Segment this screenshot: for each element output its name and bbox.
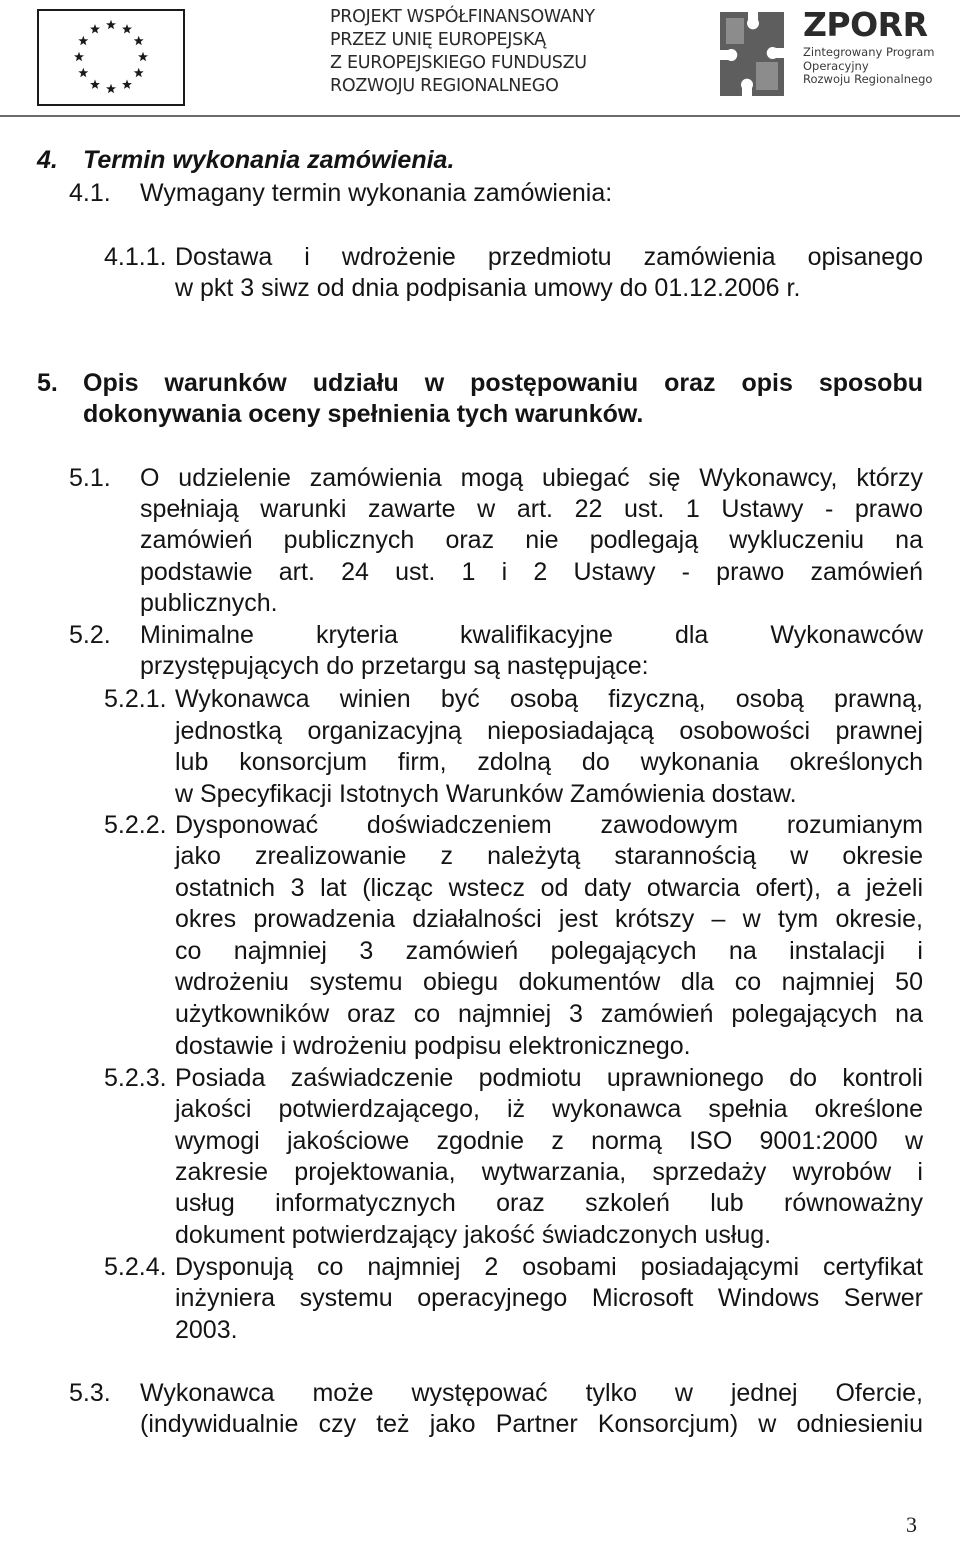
- project-line: PRZEZ UNIĘ EUROPEJSKĄ: [330, 30, 546, 50]
- eu-star: [106, 84, 116, 93]
- item-text-line: wdrożeniu systemu obiegu dokumentów dla co najmniej 50: [175, 968, 923, 996]
- item-text-line: jako zrealizowanie z należytą starannością w okresie: [175, 842, 923, 870]
- eu-star: [106, 20, 116, 29]
- item-number: 4.1.1.: [104, 243, 167, 271]
- zporr-subtitle: [803, 46, 934, 87]
- item-text-line: Wykonawca winien być osobą fizyczną, osobą prawną,: [175, 685, 923, 713]
- eu-star: [90, 24, 100, 33]
- subsection-text-line: publicznych.: [140, 589, 278, 617]
- page-number: 3: [906, 1512, 917, 1537]
- item-number: 5.2.4.: [104, 1253, 167, 1281]
- item-text-line: 2003.: [175, 1316, 238, 1344]
- eu-star: [134, 36, 144, 45]
- zporr-sub-line: Zintegrowany Program: [803, 45, 935, 59]
- eu-star: [90, 80, 100, 89]
- item-text-line: lub konsorcjum firm, zdolną do wykonania określonych: [175, 748, 923, 776]
- item-text-line: w pkt 3 siwz od dnia podpisania umowy do 01.12.2006 r.: [175, 274, 801, 302]
- eu-star: [78, 68, 88, 77]
- subsection-number: 4.1.: [69, 179, 111, 207]
- item-text-line: dokument potwierdzający jakość świadczonych usług.: [175, 1221, 772, 1249]
- item-number: 5.2.1.: [104, 685, 167, 713]
- subsection-number: 5.3.: [69, 1379, 111, 1407]
- eu-star: [78, 36, 88, 45]
- item-text-line: dostawie i wdrożeniu podpisu elektronicznego.: [175, 1032, 691, 1060]
- subsection-number: 5.2.: [69, 621, 111, 649]
- project-line: Z EUROPEJSKIEGO FUNDUSZU: [330, 53, 587, 73]
- subsection-text-line: spełniają warunki zawarte w art. 22 ust. 1 Ustawy - prawo: [140, 495, 923, 523]
- project-cofinancing-text: [330, 6, 630, 98]
- item-text-line: jakości potwierdzającego, iż wykonawca spełnia określone: [175, 1095, 923, 1123]
- item-text-line: Dysponować doświadczeniem zawodowym rozumianym: [175, 811, 923, 839]
- subsection-text-line: zamówień publicznych oraz nie podlegają wykluczeniu na: [140, 526, 923, 554]
- subsection-text-line: podstawie art. 24 ust. 1 i 2 Ustawy - prawo zamówień: [140, 558, 923, 586]
- subsection-text-line: Wykonawca może występować tylko w jednej Ofercie,: [140, 1379, 923, 1407]
- header-divider: [0, 115, 960, 117]
- zporr-sub-line: Rozwoju Regionalnego: [803, 72, 933, 86]
- item-text-line: ostatnich 3 lat (licząc wstecz od daty otwarcia ofert), a jeżeli: [175, 874, 923, 902]
- section-title: Termin wykonania zamówienia.: [83, 146, 455, 174]
- item-number: 5.2.3.: [104, 1064, 167, 1092]
- eu-star: [122, 24, 132, 33]
- puzzle-logo-icon: [716, 8, 788, 100]
- section-number: 5.: [37, 369, 58, 397]
- section-title-line: Opis warunków udziału w postępowaniu oraz opis sposobu: [83, 369, 923, 397]
- item-text-line: inżyniera systemu operacyjnego Microsoft Windows Serwer: [175, 1284, 923, 1312]
- subsection-text: Wymagany termin wykonania zamówienia:: [140, 179, 613, 207]
- zporr-sub-line: Operacyjny: [803, 58, 869, 73]
- project-line: ROZWOJU REGIONALNEGO: [330, 76, 559, 96]
- eu-flag-icon: [37, 9, 185, 106]
- item-text-line: Posiada zaświadczenie podmiotu uprawnionego do kontroli: [175, 1064, 923, 1092]
- item-text-line: Dostawa i wdrożenie przedmiotu zamówienia opisanego: [175, 243, 923, 271]
- eu-star: [122, 80, 132, 89]
- item-text-line: wymogi jakościowe zgodnie z normą ISO 9001:2000 w: [175, 1127, 923, 1155]
- section-number: 4.: [37, 146, 58, 174]
- eu-star: [138, 52, 148, 61]
- section-title-line: dokonywania oceny spełnienia tych warunków.: [83, 400, 644, 428]
- item-text-line: Dysponują co najmniej 2 osobami posiadającymi certyfikat: [175, 1253, 923, 1281]
- item-text-line: zakresie projektowania, wytwarzania, sprzedaży wyrobów i: [175, 1158, 923, 1186]
- eu-star: [134, 68, 144, 77]
- subsection-text-line: przystępujących do przetargu są następujące:: [140, 652, 649, 680]
- item-text-line: w Specyfikacji Istotnych Warunków Zamówienia dostaw.: [175, 780, 797, 808]
- item-text-line: użytkowników oraz co najmniej 3 zamówień polegających na: [175, 1000, 923, 1028]
- item-text-line: usług informatycznych oraz szkoleń lub równoważny: [175, 1189, 923, 1217]
- page-header: [0, 0, 960, 118]
- subsection-number: 5.1.: [69, 464, 111, 492]
- item-text-line: co najmniej 3 zamówień polegających na instalacji i: [175, 937, 923, 965]
- subsection-text-line: O udzielenie zamówienia mogą ubiegać się Wykonawcy, którzy: [140, 464, 923, 492]
- item-text-line: jednostką organizacyjną nieposiadającą osobowości prawnej: [175, 717, 923, 745]
- project-line: PROJEKT WSPÓŁFINANSOWANY: [330, 7, 595, 27]
- subsection-text-line: Minimalne kryteria kwalifikacyjne dla Wykonawców: [140, 621, 923, 649]
- eu-star: [74, 52, 84, 61]
- subsection-text-line: (indywidualnie czy też jako Partner Konsorcjum) w odniesieniu: [140, 1410, 923, 1438]
- item-text-line: okres prowadzenia działalności jest krótszy – w tym okresie,: [175, 905, 923, 933]
- item-number: 5.2.2.: [104, 811, 167, 839]
- zporr-title: ZPORR: [803, 5, 928, 44]
